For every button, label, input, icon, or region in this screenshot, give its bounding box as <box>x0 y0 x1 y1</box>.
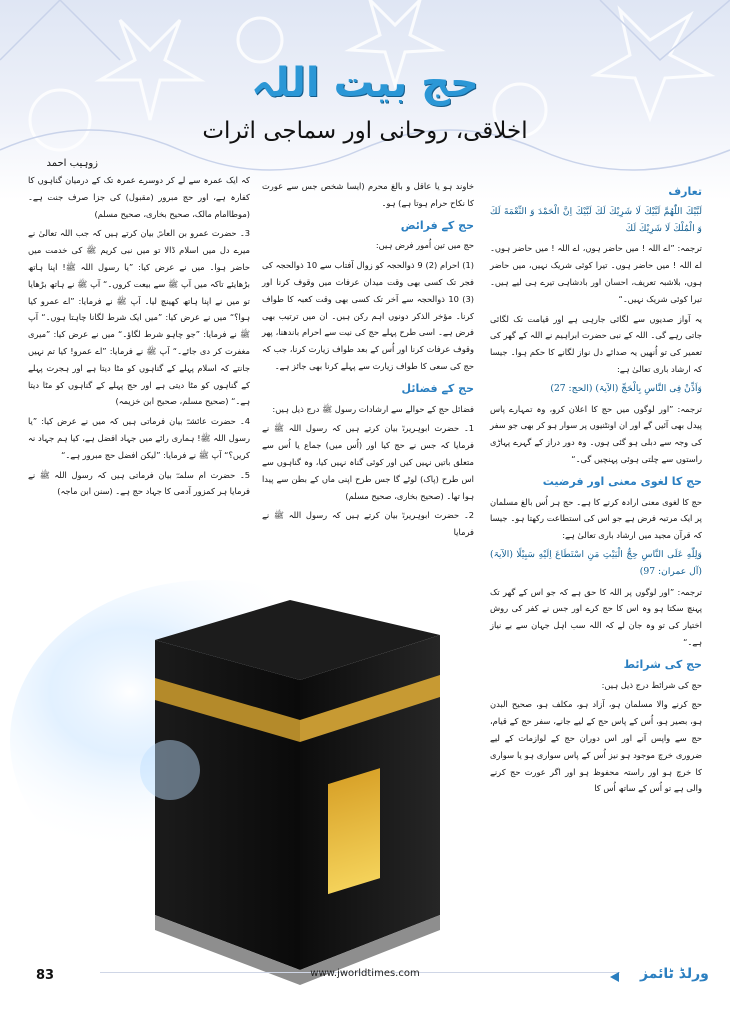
kaaba-illustration <box>60 560 490 990</box>
arabic-verse: وَلِلّٰهِ عَلَى النَّاسِ حِجُّ الْبَيْتِ مَنِ اسْتَطَاعَ اِلَيْهِ سَبِيْلًا (الآیۃ) (آل عمران: 97) <box>490 548 702 577</box>
paragraph: یہ آواز صدیوں سے لگائی جارہی ہے اور قیامت تک لگائی جاتی رہے گی۔ اللہ کے نبی حضرت ابراہیم نے اللہ کے گھر کی تعمیر کی تو اُنھیں یہ صدائے دل نواز لگانے کا حکم ہوا۔ جیسا کہ ارشاد باری تعالیٰ ہے: <box>490 313 702 374</box>
section-heading: حج کی شرائط <box>623 657 702 671</box>
paragraph: ترجمہ: ”اے اللہ ! میں حاضر ہوں، اے اللہ ! میں حاضر ہوں۔ اے اللہ ! میں حاضر ہوں۔ تیرا کوئی شریک نہیں، میں حاضر ہوں، بلاشبہ تعریف، احسان اور بادشاہی تیرے ہی لیے ہیں۔ تیرا کوئی شریک نہیں۔“ <box>490 243 702 304</box>
paragraph: 1۔ حضرت ابوہریرہؓ بیان کرتے ہیں کہ رسول اللہ ﷺ نے فرمایا کہ جس نے حج کیا اور (اُس میں) جماع یا اُس سے متعلق باتیں نہیں کیں اور کوئی گناہ نہیں کیا، وہ گناہوں سے اس طرح (پاک) لوٹے گا جس طرح اپنی ماں کے بطن سے پیدا ہوا تھا۔ (صحیح بخاری، صحیح مسلم) <box>262 423 474 501</box>
author-name: زوہیب احمد <box>46 158 98 169</box>
arabic-verse: وَاَذِّنْ فِى النَّاسِ بِالْحَجِّ (الآیۃ) (الحج: 27) <box>550 382 702 394</box>
paragraph: خاوند ہو یا عاقل و بالغ محرم (ایسا شخص جس سے عورت کا نکاح حرام ہوتا ہے) ہو۔ <box>262 181 474 208</box>
paragraph: حج کا لغوی معنی ارادہ کرنے کا ہے۔ حج ہر اُس بالغ مسلمان پر ایک مرتبہ فرض ہے جو اس کی استطاعت رکھتا ہو۔ جیسا کہ قرآن مجید میں ارشاد باری تعالیٰ ہے: <box>490 496 702 541</box>
paragraph: 2۔ حضرت ابوہریرہؓ بیان کرتے ہیں کہ رسول اللہ ﷺ نے فرمایا <box>262 510 474 538</box>
column-right <box>490 178 702 958</box>
triangle-icon <box>610 972 619 982</box>
paragraph: ترجمہ: ”اور لوگوں میں حج کا اعلان کرو، وہ تمہارے پاس پیدل بھی آئیں گے اور ان اونٹنیوں پر سوار ہو کر بھی جو سفر کی وجہ سے دبلی ہو گئی ہوں۔ وہ دور دراز کے گہرے پہاڑی راستوں سے چلتی ہوئی پہنچیں گی۔“ <box>490 403 702 464</box>
paragraph: حج کی شرائط درج ذیل ہیں: <box>601 679 702 690</box>
paragraph: 3۔ حضرت عمرو بن العاصؓ بیان کرتے ہیں کہ جب اللہ تعالیٰ نے میرے دل میں اسلام ڈالا تو میں نبی کریم ﷺ کی خدمت میں حاضر ہوا۔ میں نے عرض کیا: ”یا رسول اللہ ﷺ! اپنا ہاتھ بڑھایئے تاکہ میں آپ ﷺ سے بیعت کروں۔“ آپ ﷺ نے ہاتھ بڑھایا تو میں نے اپنا ہاتھ کھینچ لیا۔ آپ ﷺ نے فرمایا: ”اے عمرو کیا ہوا؟“ میں نے عرض کیا: ”میں ایک شرط لگانا چاہتا ہوں۔“ آپ ﷺ نے فرمایا: ”جو چاہو شرط لگاؤ۔“ میں نے عرض کیا: ”میری مغفرت کر دی جائے۔“ آپ ﷺ نے فرمایا: ”اے عمرو! کیا تم نہیں جانتے کہ اسلام پہلے کے گناہوں کو مٹا دیتا ہے اور ہجرت پہلے کے گناہوں کو مٹا دیتی ہے اور حج پہلے کے گناہوں کو مٹا دیتا ہے۔“ (صحیح مسلم، صحیح ابن خزیمہ) <box>28 228 250 407</box>
paragraph: حج کرنے والا مسلمان ہو، آزاد ہو، مکلف ہو، صحیح البدن ہو، بصیر ہو، اُس کے پاس حج کے لیے جانے، سفر حج کے قیام، حج سے واپس آنے اور اس دوران حج کے لوازمات کے لیے ضروری خرچ موجود ہو نیز اُس کے پاس سواری ہو یا سواری کا خرچ ہو اور راستہ محفوظ ہو اور اگر عورت حج کرنے والی ہے تو اُس کے ساتھ اُس کا <box>490 699 702 794</box>
article-title: حج بیت اللہ <box>251 60 479 106</box>
paragraph: 5۔ حضرت ام سلمہؓ بیان فرماتی ہیں کہ رسول اللہ ﷺ نے فرمایا ہر کمزور آدمی کا جہاد حج ہے۔ (سنن ابن ماجہ) <box>28 469 250 497</box>
paragraph: ترجمہ: ”اور لوگوں پر اللہ کا حق ہے کہ جو اس کے گھر تک پہنچ سکتا ہو وہ اس کا حج کرے اور جس نے کفر کی روش اختیار کی تو وہ جان لے کہ اللہ سب اہل جہان سے بے نیاز ہے۔“ <box>490 586 702 647</box>
arabic-verse: لَبَّيْكَ اللّٰهُمَّ لَبَّيْكَ لَا شَرِيْكَ لَكَ لَبَّيْكَ اِنَّ الْحَمْدَ وَ النِّعْمَةَ لَكَ وَ الْمُلْكَ لَا شَرِيْكَ لَكَ <box>490 205 702 234</box>
paragraph: 4۔ حضرت عائشہؓ بیان فرماتی ہیں کہ میں نے عرض کیا: ”یا رسول اللہ ﷺ! ہماری رائے میں جہاد افضل ہے، کیا ہم جہاد نہ کریں؟“ آپ ﷺ نے فرمایا: ”لیکن افضل حج مبرور ہے۔“ <box>28 416 250 460</box>
page-number: 83 <box>36 968 55 983</box>
article-subtitle: اخلاقی، روحانی اور سماجی اثرات <box>202 118 528 144</box>
paragraph: (1) احرام (2) 9 ذوالحجہ کو زوال آفتاب سے 10 ذوالحجہ کی فجر تک کسی بھی وقت میدان عرفات میں وقوف کرنا اور (3) 10 ذوالحجہ سے آخر تک کسی بھی وقت کعبہ کا طواف کرنا۔ مؤخر الذکر دونوں اہم رکن ہیں۔ ان میں ترتیب بھی فرض ہے۔ اسی طرح پہلے حج کی نیت سے احرام باندھنا، پھر وقوف عرفات کرنا اور اُس کے بعد طواف زیارت کرنا، جب کہ حج کی سعی کا طواف زیارت سے پہلے کرنا بھی جائز ہے۔ <box>262 260 475 371</box>
website-link[interactable]: www.jworldtimes.com <box>310 968 420 979</box>
section-heading: تعارف <box>668 185 702 198</box>
magazine-name: ورلڈ ٹائمز <box>640 966 709 982</box>
section-heading: حج کے فرائض <box>400 218 474 232</box>
section-heading: حج کا لغوی معنی اور فرضیت <box>542 474 702 488</box>
paragraph: حج میں تین اُمور فرض ہیں: <box>375 240 474 251</box>
paragraph: فضائل حج کے حوالے سے ارشادات رسول ﷺ درج ذیل ہیں: <box>272 403 474 414</box>
paragraph: کہ ایک عمرہ سے لے کر دوسرے عمرہ تک کے درمیان گناہوں کا کفارہ ہے، اور حج مبرور (مقبول) کی جزا صرف جنت ہے۔ (موطاامام مالک، صحیح بخاری، صحیح مسلم) <box>28 175 250 219</box>
column-middle <box>262 178 475 538</box>
section-heading: حج کے فضائل <box>401 381 474 395</box>
